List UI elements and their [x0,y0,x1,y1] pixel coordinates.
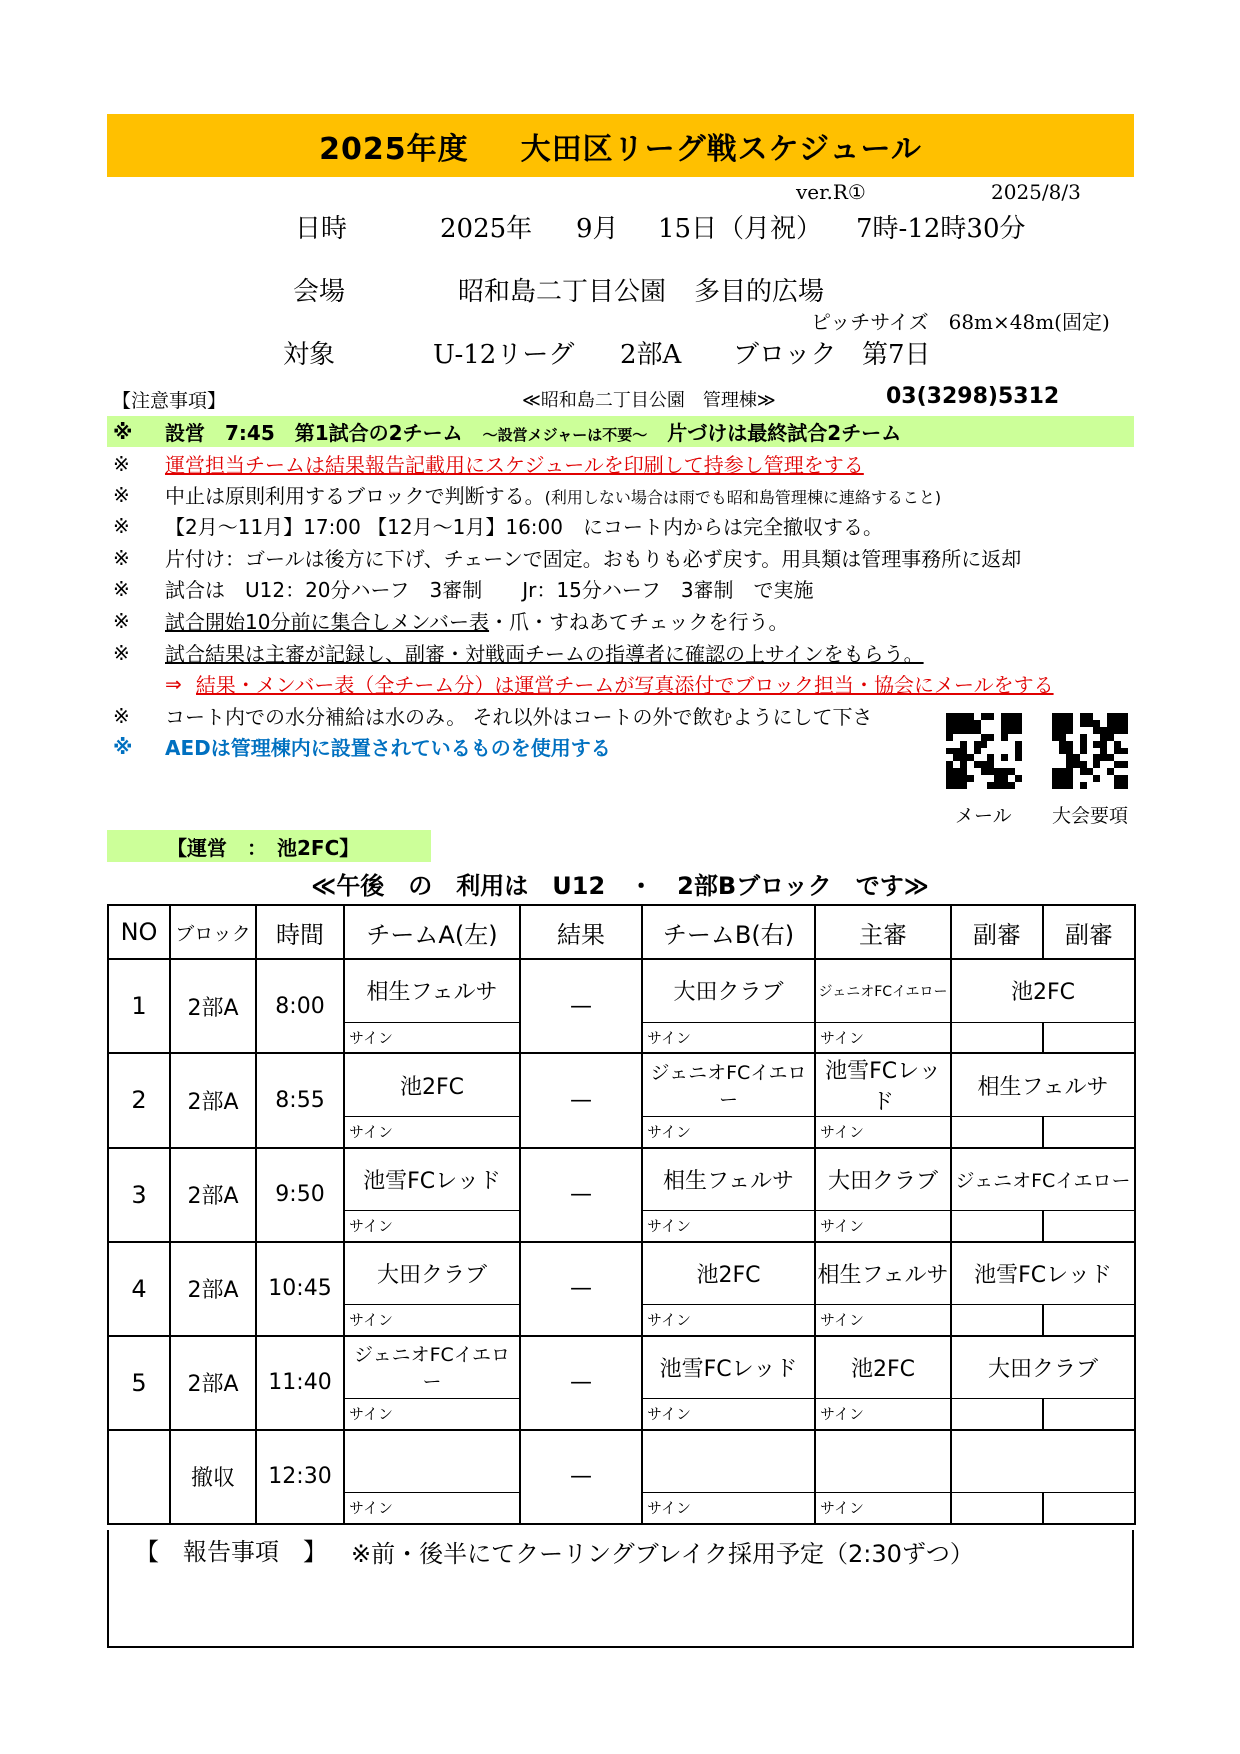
block-word: ブロック [733,340,837,370]
team-b: ジェニオFCイエロー [642,1053,815,1117]
referee [815,1430,951,1493]
note-text-2: ・爪・すねあてチェックを行う。 [489,610,789,634]
title-name: 大田区リーグ戦スケジュール [520,131,922,167]
team-a-sign: サイン [344,1022,520,1053]
header-assistant-2: 副審 [1043,905,1135,959]
match-result: — [520,959,642,1053]
team-b: 相生フェルサ [642,1148,815,1211]
note-mark: ※ [113,419,133,444]
header-team-a: チームA(左) [344,905,520,959]
referee: 池2FC [815,1336,951,1399]
report-heading: 【 報告事項 】 [135,1538,327,1566]
team-a: 大田クラブ [344,1242,520,1305]
header-block: ブロック [170,905,256,959]
title-year: 2025年度 [319,131,469,167]
note-setup [107,416,1134,447]
venue-label: 会場 [293,277,346,307]
match-no: 5 [108,1336,170,1430]
mail-qr-label: メール [955,805,1012,827]
referee-sign: サイン [815,1493,951,1524]
assistant-1-sign [951,1493,1043,1524]
match-time: 8:00 [256,959,344,1053]
note-aed [107,731,935,762]
match-time: 8:55 [256,1053,344,1148]
note-text: 片付け：ゴールは後方に下げ、チェーンで固定。おもりも必ず戻す。用具類は管理事務所に返却 [165,547,1022,571]
match-block: 2部A [170,1053,256,1148]
assistant-2-sign [1043,1399,1135,1430]
note-text: コート内での水分補給は水のみ。 それ以外はコートの外で飲むようにして下さ [165,705,873,729]
team-b: 大田クラブ [642,959,815,1022]
match-no: 2 [108,1053,170,1148]
match-result: — [520,1430,642,1524]
table-row [108,1430,1135,1493]
note-text: 結果・メンバー表（全チーム分）は運営チームが写真添付でブロック担当・協会にメールをする [195,673,1054,697]
assistant-1-sign [951,1399,1043,1430]
note-mark: ※ [113,640,130,665]
team-b-sign: サイン [642,1493,815,1524]
mail-qr-code[interactable] [946,713,1022,789]
doc-date: 2025/8/3 [991,180,1081,204]
target-label: 対象 [283,340,336,370]
assistant-referees [951,1430,1135,1493]
note-text: 試合は U12：20分ハーフ 3審制 Jr：15分ハーフ 3審制 で実施 [165,578,814,602]
note-mark: ※ [113,482,130,507]
match-no: 4 [108,1242,170,1336]
referee: ジェニオFCイエロー [815,959,951,1022]
referee-sign: サイン [815,1022,951,1053]
team-b-sign: サイン [642,1305,815,1336]
note-mark: ※ [113,608,130,633]
note-text: 中止は原則利用するブロックで判断する。 [165,484,545,508]
match-result: — [520,1336,642,1430]
note-text: AEDは管理棟内に設置されているものを使用する [165,736,611,760]
note-small: ～設営メジャーは不要～ [482,426,648,444]
team-b: 池雪FCレッド [642,1336,815,1399]
note-text: 【2月～11月】17:00 【12月～1月】16:00 にコート内からは完全撤収する。 [165,515,883,539]
assistant-2-sign [1043,1305,1135,1336]
referee: 池雪FCレッド [815,1053,951,1117]
note-text: 試合結果は主審が記録し、副審・対戦両チームの指導者に確認の上サインをもらう。 [165,642,924,666]
assistant-2-sign [1043,1022,1135,1053]
referee-sign: サイン [815,1305,951,1336]
assistant-1-sign [951,1211,1043,1242]
table-row [108,959,1135,1022]
team-b-sign: サイン [642,1399,815,1430]
match-time: 12:30 [256,1430,344,1524]
match-time: 10:45 [256,1242,344,1336]
schedule-table [107,904,1136,1525]
assistant-1-sign [951,1022,1043,1053]
date-month: 9月 [576,214,619,244]
assistant-referees: ジェニオFCイエロー [951,1148,1135,1211]
table-row [108,1148,1135,1211]
operator-team: 【運営 ： 池2FC】 [107,830,431,862]
team-b-sign: サイン [642,1022,815,1053]
referee: 大田クラブ [815,1148,951,1211]
note-text: 設営 7:45 第1試合の2チーム [165,421,463,445]
datetime-label: 日時 [295,214,348,244]
note-mark: ※ [113,451,130,476]
assistant-referees: 池雪FCレッド [951,1242,1135,1305]
team-a [344,1430,520,1493]
assistant-2-sign [1043,1211,1135,1242]
assistant-referees: 相生フェルサ [951,1053,1135,1117]
page-title [107,114,1134,177]
report-note: ※前・後半にてクーリングブレイク採用予定（2:30ずつ） [351,1540,974,1568]
note-mark: ※ [113,734,133,759]
note-water [107,700,935,731]
note-result-record [107,637,1134,668]
assistant-1-sign [951,1305,1043,1336]
match-time: 9:50 [256,1148,344,1242]
table-row [108,1336,1135,1399]
pitch-size: ピッチサイズ 68m×48m(固定) [811,310,1110,334]
match-no: 1 [108,959,170,1053]
table-header [108,905,1135,959]
table-row [108,1242,1135,1305]
match-no [108,1430,170,1524]
note-cancellation [107,479,1134,510]
match-block: 撤収 [170,1430,256,1524]
header-result: 結果 [520,905,642,959]
team-b: 池2FC [642,1242,815,1305]
note-text: 運営担当チームは結果報告記載用にスケジュールを印刷して持参し管理をする [165,453,864,477]
note-small: (利用しない場合は雨でも昭和島管理棟に連絡すること) [544,488,942,507]
afternoon-usage-note: ≪午後 の 利用は U12 ・ 2部Bブロック です≫ [311,872,929,900]
team-a: 池雪FCレッド [344,1148,520,1211]
match-block: 2部A [170,1242,256,1336]
match-result: — [520,1242,642,1336]
note-mark: ※ [113,576,130,601]
team-a: 相生フェルサ [344,959,520,1022]
management-building: ≪昭和島二丁目公園 管理棟≫ [522,390,776,411]
header-assistant-1: 副審 [951,905,1043,959]
team-b-sign: サイン [642,1117,815,1148]
note-result-mail [107,668,1134,699]
match-block: 2部A [170,1336,256,1430]
team-a: ジェニオFCイエロー [344,1336,520,1399]
referee-sign: サイン [815,1211,951,1242]
match-block: 2部A [170,1148,256,1242]
note-mark: ※ [113,545,130,570]
note-match-format [107,573,1134,604]
note-withdrawal-time [107,510,1134,541]
date-time: 7時-12時30分 [856,214,1026,244]
division: 2部A [620,340,682,370]
league: U-12リーグ [433,340,575,370]
assistant-referees: 池2FC [951,959,1135,1022]
venue-area: 多目的広場 [694,277,825,307]
header-no: NO [108,905,170,959]
assistant-referees: 大田クラブ [951,1336,1135,1399]
round: 第7日 [862,340,931,370]
match-block: 2部A [170,959,256,1053]
team-a: 池2FC [344,1053,520,1117]
team-a-sign: サイン [344,1211,520,1242]
date-year: 2025年 [440,214,533,244]
assistant-2-sign [1043,1493,1135,1524]
note-mark: ※ [113,513,130,538]
note-mark: ※ [113,703,130,728]
notes-heading: 【注意事項】 [112,390,227,412]
team-b [642,1430,815,1493]
phone-number: 03(3298)5312 [886,384,1060,409]
team-b-sign: サイン [642,1211,815,1242]
header-team-b: チームB(右) [642,905,815,959]
referee-sign: サイン [815,1117,951,1148]
team-a-sign: サイン [344,1399,520,1430]
match-result: — [520,1148,642,1242]
team-a-sign: サイン [344,1305,520,1336]
note-text-2: 片づけは最終試合2チーム [667,421,902,445]
note-arrow-mark: ⇒ [165,671,182,696]
referee: 相生フェルサ [815,1242,951,1305]
match-result: — [520,1053,642,1148]
note-cleanup [107,542,1134,573]
referee-sign: サイン [815,1399,951,1430]
team-a-sign: サイン [344,1117,520,1148]
date-weekday: （月祝） [718,214,823,244]
guide-qr-label: 大会要項 [1052,805,1129,827]
match-time: 11:40 [256,1336,344,1430]
note-print-schedule [107,448,1134,479]
table-row [108,1053,1135,1117]
venue-name: 昭和島二丁目公園 [458,277,667,307]
guide-qr-code[interactable] [1052,713,1128,789]
note-member-check [107,605,1134,636]
version: ver.R① [796,180,866,204]
date-day: 15日 [658,214,718,244]
team-a-sign: サイン [344,1493,520,1524]
header-time: 時間 [256,905,344,959]
assistant-2-sign [1043,1117,1135,1148]
assistant-1-sign [951,1117,1043,1148]
match-no: 3 [108,1148,170,1242]
note-text: 試合開始10分前に集合しメンバー表 [165,610,490,634]
header-referee: 主審 [815,905,951,959]
